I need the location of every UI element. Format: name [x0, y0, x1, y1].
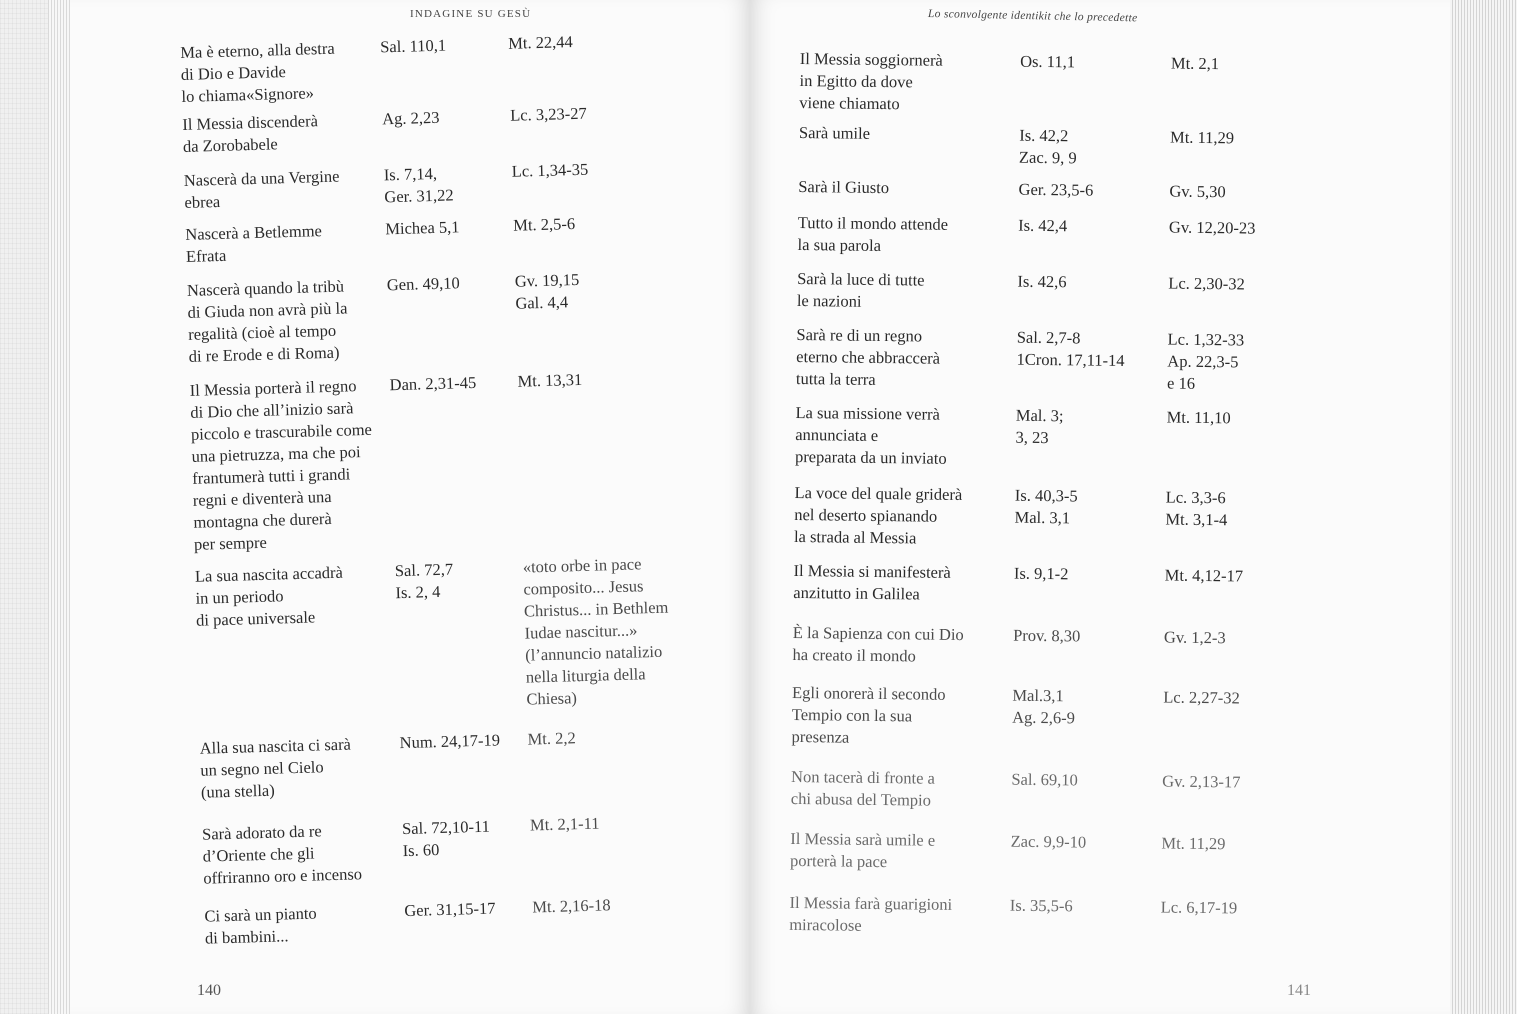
table-row — [795, 402, 1316, 488]
table-row — [792, 622, 1313, 688]
fulfillment-reference: Mt. 11,10 — [1166, 407, 1231, 428]
left-running-head: INDAGINE SU GESÙ — [410, 8, 532, 20]
left-page-number: 140 — [197, 982, 221, 999]
old-testament-reference: Ag. 2,23 — [381, 107, 440, 129]
old-testament-reference: Os. 11,1 — [1020, 51, 1076, 72]
table-row — [793, 560, 1314, 628]
fulfillment-reference: Mt. 2,16-18 — [532, 895, 611, 917]
prophecy-description: Sarà re di un regno eterno che abbraccerà tutta la terra — [795, 324, 941, 389]
old-testament-reference: Num. 24,17-19 — [399, 730, 501, 753]
right-running-head: Lo sconvolgente identikit che lo precedette — [927, 8, 1138, 25]
table-row — [790, 828, 1311, 898]
old-testament-reference: Is. 42,4 — [1018, 215, 1068, 236]
fulfillment-reference: Mt. 2,2 — [527, 728, 576, 749]
table-row — [195, 551, 740, 738]
right-page-number: 141 — [1287, 982, 1311, 999]
old-testament-reference: Ger. 23,5-6 — [1018, 179, 1094, 200]
prophecy-description: Il Messia sarà umile e porterà la pace — [789, 828, 936, 872]
old-testament-reference: Is. 42,6 — [1017, 271, 1067, 292]
old-testament-reference: Is. 7,14, Ger. 31,22 — [383, 163, 454, 207]
table-row — [797, 212, 1318, 274]
fulfillment-reference: Mt. 22,44 — [507, 32, 574, 53]
old-testament-reference: Is. 42,2 Zac. 9, 9 — [1018, 125, 1077, 168]
table-row — [189, 365, 734, 566]
table-row — [187, 265, 730, 380]
fulfillment-reference: Lc. 3,3-6 Mt. 3,1-4 — [1165, 487, 1228, 530]
prophecy-description: La sua missione verrà annunciata e preparata da un inviato — [794, 402, 947, 468]
old-testament-reference: Is. 9,1-2 — [1013, 563, 1069, 584]
prophecy-description: Il Messia farà guarigioni miracolose — [789, 892, 953, 935]
prophecy-description: Alla sua nascita ci sarà un segno nel Cielo (una stella) — [199, 734, 352, 802]
prophecy-description: Nascerà a Betlemme Efrata — [185, 221, 323, 266]
fulfillment-reference: Lc. 1,34-35 — [511, 159, 589, 181]
book-page-edges-right — [1440, 0, 1517, 1014]
prophecy-description: Egli onorerà il secondo Tempio con la sua presenza — [791, 682, 946, 747]
old-testament-reference: Zac. 9,9-10 — [1010, 831, 1087, 852]
fulfillment-reference: Mt. 2,1 — [1170, 53, 1220, 74]
fulfillment-reference: «toto orbe in pace composito... Jesus Christus... in Bethlem Iudae nascitur...» (l’annuncio natalizio nella liturgia della Chiesa) — [522, 554, 669, 709]
old-testament-reference: Sal. 110,1 — [379, 35, 447, 57]
table-row — [790, 766, 1311, 834]
prophecy-description: Il Messia soggiornerà in Egitto da dove viene chiamato — [799, 48, 943, 114]
old-testament-reference: Dan. 2,31-45 — [389, 372, 477, 395]
fulfillment-reference: Gv. 19,15 Gal. 4,4 — [514, 269, 580, 313]
prophecy-description: Sarà adorato da re d’Oriente che gli offriranno oro e incenso — [201, 821, 363, 888]
fulfillment-reference: Mt. 13,31 — [517, 369, 583, 391]
fulfillment-reference: Mt. 11,29 — [1161, 833, 1226, 854]
prophecy-description: Ma è eterno, alla destra di Dio e Davide lo chiama«Signore» — [180, 38, 335, 106]
left-prophecy-table — [180, 27, 745, 956]
fulfillment-reference: Mt. 2,1-11 — [529, 813, 600, 835]
prophecy-description: Il Messia porterà il regno di Dio che all’inizio sarà piccolo e trascurabile come una pietruzza, ma che poi frantumerà tutti i grandi regni e diventerà una montagna che durerà per sempre — [189, 376, 373, 554]
fulfillment-reference: Gv. 5,30 — [1169, 181, 1226, 202]
prophecy-description: Tutto il mondo attende la sua parola — [797, 212, 949, 256]
table-row — [798, 122, 1319, 182]
old-testament-reference: Ger. 31,15-17 — [404, 898, 496, 921]
table-row — [791, 682, 1312, 772]
old-testament-reference: Sal. 2,7-8 1Cron. 17,11-14 — [1016, 327, 1125, 370]
prophecy-description: Ci sarà un pianto di bambini... — [204, 903, 317, 948]
prophecy-description: Sarà la luce di tutte le nazioni — [796, 268, 925, 311]
prophecy-description: Sarà umile — [798, 122, 871, 143]
table-row — [799, 48, 1320, 128]
old-testament-reference: Mal.3,1 Ag. 2,6-9 — [1012, 685, 1076, 728]
fulfillment-reference: Mt. 11,29 — [1169, 127, 1235, 148]
fulfillment-reference: Mt. 2,5-6 — [512, 214, 576, 235]
prophecy-description: Il Messia discenderà da Zorobabele — [182, 111, 319, 156]
fulfillment-reference: Lc. 1,32-33 Ap. 22,3-5 e 16 — [1166, 329, 1245, 393]
old-testament-reference: Gen. 49,10 — [386, 273, 460, 295]
prophecy-description: La sua nascita accadrà in un periodo di pace universale — [194, 562, 344, 630]
fulfillment-reference: Gv. 2,13-17 — [1162, 771, 1241, 792]
old-testament-reference: Michea 5,1 — [385, 217, 460, 239]
table-row — [797, 268, 1318, 330]
prophecy-description: Il Messia si manifesterà anzitutto in Galilea — [793, 560, 951, 604]
old-testament-reference: Mal. 3; 3, 23 — [1015, 405, 1064, 448]
old-testament-reference: Sal. 72,10-11 Is. 60 — [401, 816, 491, 861]
fulfillment-reference: Lc. 3,23-27 — [509, 103, 587, 125]
old-testament-reference: Sal. 69,10 — [1011, 769, 1078, 790]
fulfillment-reference: Lc. 2,30-32 — [1168, 273, 1245, 294]
right-prophecy-table — [789, 48, 1320, 948]
prophecy-description: Non tacerà di fronte a chi abusa del Tempio — [790, 766, 936, 810]
fulfillment-reference: Lc. 2,27-32 — [1163, 687, 1240, 708]
fulfillment-reference: Gv. 12,20-23 — [1168, 217, 1256, 238]
old-testament-reference: Sal. 72,7 Is. 2, 4 — [394, 559, 454, 603]
fulfillment-reference: Mt. 4,12-17 — [1164, 565, 1244, 586]
table-row — [796, 324, 1317, 408]
table-row — [199, 723, 741, 824]
prophecy-description: Nascerà da una Vergine ebrea — [183, 166, 340, 212]
fulfillment-reference: Gv. 1,2-3 — [1163, 627, 1226, 648]
prophecy-description: La voce del quale griderà nel deserto spianando la strada al Messia — [793, 482, 963, 548]
table-row — [789, 892, 1310, 948]
old-testament-reference: Is. 40,3-5 Mal. 3,1 — [1014, 485, 1078, 528]
old-testament-reference: Is. 35,5-6 — [1009, 895, 1073, 916]
old-testament-reference: Prov. 8,30 — [1013, 625, 1081, 646]
table-row — [794, 482, 1315, 566]
prophecy-description: Nascerà quando la tribù di Giuda non avrà più la regalità (cioè al tempo di re Erode e di Roma) — [186, 276, 348, 366]
prophecy-description: È la Sapienza con cui Dio ha creato il mondo — [792, 622, 964, 666]
prophecy-description: Sarà il Giusto — [798, 176, 890, 198]
fulfillment-reference: Lc. 6,17-19 — [1160, 897, 1238, 918]
table-row — [202, 809, 744, 906]
